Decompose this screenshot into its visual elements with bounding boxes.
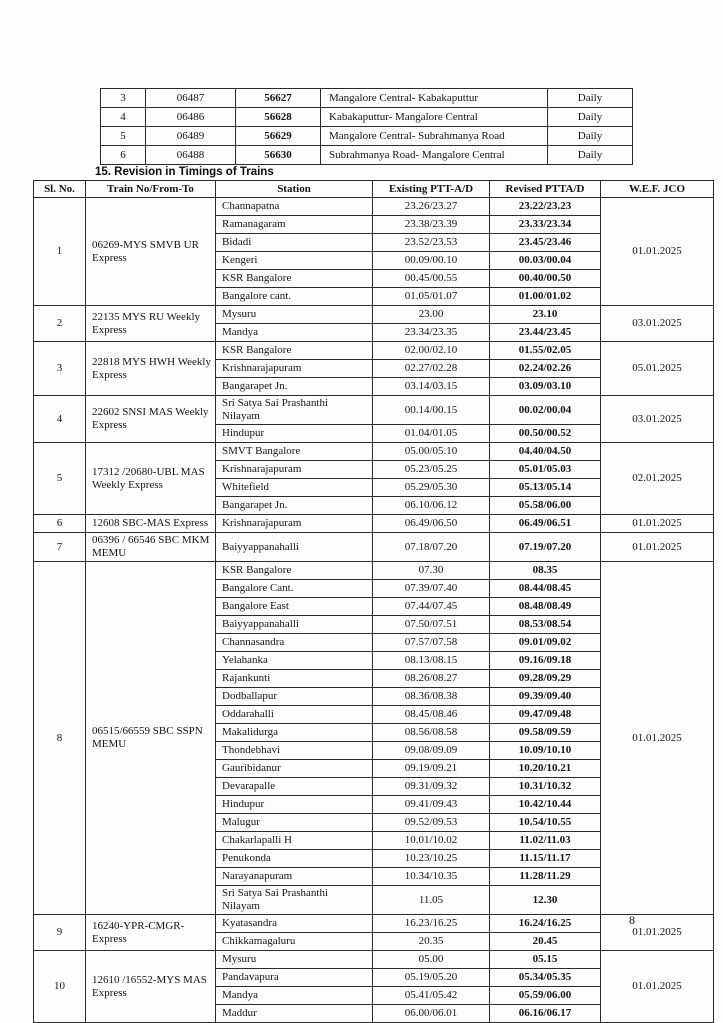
- timings-existing-ptt: 05.19/05.20: [373, 969, 490, 987]
- timings-revised-ptt: 01.00/01.02: [490, 288, 601, 306]
- intro-old-train-no: 06486: [146, 108, 236, 127]
- timings-sl-no: 10: [34, 951, 86, 1023]
- intro-frequency: Daily: [548, 108, 633, 127]
- timings-revised-ptt: 05.59/06.00: [490, 987, 601, 1005]
- timings-station: Kengeri: [216, 252, 373, 270]
- timings-table-row: [34, 306, 714, 324]
- timings-wef-date: 01.01.2025: [601, 951, 714, 1023]
- timings-wef-date: 01.01.2025: [601, 533, 714, 562]
- timings-revised-ptt: 23.45/23.46: [490, 234, 601, 252]
- timings-revised-ptt: 06.49/06.51: [490, 515, 601, 533]
- timings-revised-ptt: 10.54/10.55: [490, 814, 601, 832]
- timings-station: Maddur: [216, 1005, 373, 1023]
- timings-revised-ptt: 05.34/05.35: [490, 969, 601, 987]
- timings-revised-ptt: 05.58/06.00: [490, 497, 601, 515]
- intro-table-row: [101, 89, 633, 108]
- timings-wef-date: 03.01.2025: [601, 306, 714, 342]
- intro-sl-no: 3: [101, 89, 146, 108]
- timings-revised-ptt: 00.02/00.04: [490, 396, 601, 425]
- intro-route: Mangalore Central- Kabakaputtur: [321, 89, 548, 108]
- timings-revised-ptt: 08.35: [490, 562, 601, 580]
- timings-sl-no: 9: [34, 915, 86, 951]
- timings-existing-ptt: 06.10/06.12: [373, 497, 490, 515]
- timings-sl-no: 4: [34, 396, 86, 443]
- timings-existing-ptt: 00.45/00.55: [373, 270, 490, 288]
- timings-station: Mysuru: [216, 306, 373, 324]
- timings-wef-date: 02.01.2025: [601, 443, 714, 515]
- timings-station: Sri Satya Sai Prashanthi Nilayam: [216, 396, 373, 425]
- timings-existing-ptt: 05.23/05.25: [373, 461, 490, 479]
- timings-existing-ptt: 09.52/09.53: [373, 814, 490, 832]
- timings-existing-ptt: 09.08/09.09: [373, 742, 490, 760]
- timings-sl-no: 5: [34, 443, 86, 515]
- timings-existing-ptt: 10.34/10.35: [373, 868, 490, 886]
- timings-station: Chakarlapalli H: [216, 832, 373, 850]
- header-existing-ptt: Existing PTT-A/D: [373, 181, 490, 198]
- timings-revised-ptt: 09.47/09.48: [490, 706, 601, 724]
- timings-revised-ptt: 10.42/10.44: [490, 796, 601, 814]
- timings-existing-ptt: 07.18/07.20: [373, 533, 490, 562]
- timings-sl-no: 1: [34, 198, 86, 306]
- timings-station: Bangarapet Jn.: [216, 378, 373, 396]
- timings-train-no: 22602 SNSI MAS Weekly Express: [86, 396, 216, 443]
- timings-existing-ptt: 09.19/09.21: [373, 760, 490, 778]
- timings-train-no: 22818 MYS HWH Weekly Express: [86, 342, 216, 396]
- timings-revised-ptt: 07.19/07.20: [490, 533, 601, 562]
- timings-revised-ptt: 05.01/05.03: [490, 461, 601, 479]
- timings-existing-ptt: 01.04/01.05: [373, 425, 490, 443]
- timings-revised-ptt: 00.50/00.52: [490, 425, 601, 443]
- timings-table-row: [34, 396, 714, 425]
- timings-existing-ptt: 08.56/08.58: [373, 724, 490, 742]
- timings-table-row: [34, 342, 714, 360]
- timings-station: KSR Bangalore: [216, 270, 373, 288]
- timings-train-no: 06396 / 66546 SBC MKM MEMU: [86, 533, 216, 562]
- timings-revised-ptt: 11.28/11.29: [490, 868, 601, 886]
- timings-train-no: 06269-MYS SMVB UR Express: [86, 198, 216, 306]
- timings-station: Channasandra: [216, 634, 373, 652]
- timings-train-no: 06515/66559 SBC SSPN MEMU: [86, 562, 216, 915]
- page-content: [33, 88, 713, 1023]
- timings-revised-ptt: 03.09/03.10: [490, 378, 601, 396]
- intro-new-train-no: 56628: [236, 108, 321, 127]
- timings-revised-ptt: 11.15/11.17: [490, 850, 601, 868]
- timings-station: Kyatasandra: [216, 915, 373, 933]
- timings-revised-ptt: 20.45: [490, 933, 601, 951]
- timings-revised-ptt: 05.13/05.14: [490, 479, 601, 497]
- timings-existing-ptt: 07.30: [373, 562, 490, 580]
- timings-train-no: 22135 MYS RU Weekly Express: [86, 306, 216, 342]
- timings-revised-ptt: 16.24/16.25: [490, 915, 601, 933]
- timings-table-row: [34, 443, 714, 461]
- timings-revised-ptt: 23.44/23.45: [490, 324, 601, 342]
- timings-revised-ptt: 23.10: [490, 306, 601, 324]
- timings-existing-ptt: 09.41/09.43: [373, 796, 490, 814]
- timings-existing-ptt: 23.38/23.39: [373, 216, 490, 234]
- header-train-no: Train No/From-To: [86, 181, 216, 198]
- intro-table-body: [101, 89, 633, 165]
- intro-route: Subrahmanya Road- Mangalore Central: [321, 146, 548, 165]
- timings-existing-ptt: 07.44/07.45: [373, 598, 490, 616]
- timings-revised-ptt: 01.55/02.05: [490, 342, 601, 360]
- timings-existing-ptt: 06.49/06.50: [373, 515, 490, 533]
- timings-existing-ptt: 23.52/23.53: [373, 234, 490, 252]
- timings-existing-ptt: 20.35: [373, 933, 490, 951]
- timings-wef-date: 01.01.2025: [601, 915, 714, 951]
- timings-revised-ptt: 09.28/09.29: [490, 670, 601, 688]
- timings-revised-ptt: 10.31/10.32: [490, 778, 601, 796]
- timings-existing-ptt: 08.45/08.46: [373, 706, 490, 724]
- timings-station: Pandavapura: [216, 969, 373, 987]
- timings-train-no: 17312 /20680-UBL MAS Weekly Express: [86, 443, 216, 515]
- timings-sl-no: 6: [34, 515, 86, 533]
- timings-existing-ptt: 02.00/02.10: [373, 342, 490, 360]
- timings-revised-ptt: 05.15: [490, 951, 601, 969]
- timings-sl-no: 3: [34, 342, 86, 396]
- timings-station: Oddarahalli: [216, 706, 373, 724]
- intro-sl-no: 5: [101, 127, 146, 146]
- timings-station: Penukonda: [216, 850, 373, 868]
- timings-header-row: [34, 181, 714, 198]
- timings-revised-ptt: 09.39/09.40: [490, 688, 601, 706]
- timings-existing-ptt: 03.14/03.15: [373, 378, 490, 396]
- timings-existing-ptt: 08.36/08.38: [373, 688, 490, 706]
- timings-station: KSR Bangalore: [216, 562, 373, 580]
- timings-wef-date: 03.01.2025: [601, 396, 714, 443]
- timings-existing-ptt: 07.57/07.58: [373, 634, 490, 652]
- timings-station: Dodballapur: [216, 688, 373, 706]
- timings-station: Krishnarajapuram: [216, 461, 373, 479]
- timings-station: Makalidurga: [216, 724, 373, 742]
- timings-revised-ptt: 08.53/08.54: [490, 616, 601, 634]
- intro-old-train-no: 06489: [146, 127, 236, 146]
- timings-station: SMVT Bangalore: [216, 443, 373, 461]
- intro-frequency: Daily: [548, 146, 633, 165]
- timings-existing-ptt: 23.26/23.27: [373, 198, 490, 216]
- timings-revised-ptt: 10.20/10.21: [490, 760, 601, 778]
- timings-train-no: 12610 /16552-MYS MAS Express: [86, 951, 216, 1023]
- timings-existing-ptt: 08.26/08.27: [373, 670, 490, 688]
- timings-station: Narayanapuram: [216, 868, 373, 886]
- intro-route: Mangalore Central- Subrahmanya Road: [321, 127, 548, 146]
- timings-table-row: [34, 515, 714, 533]
- timings-revised-ptt: 23.22/23.23: [490, 198, 601, 216]
- timings-revised-ptt: 08.48/08.49: [490, 598, 601, 616]
- timings-existing-ptt: 05.00: [373, 951, 490, 969]
- intro-new-train-no: 56630: [236, 146, 321, 165]
- timings-station: Devarapalle: [216, 778, 373, 796]
- timings-existing-ptt: 10.23/10.25: [373, 850, 490, 868]
- timings-station: Hindupur: [216, 425, 373, 443]
- timings-revised-ptt: 08.44/08.45: [490, 580, 601, 598]
- timings-revision-table: [33, 180, 714, 1023]
- timings-train-no: 12608 SBC-MAS Express: [86, 515, 216, 533]
- timings-table-row: [34, 533, 714, 562]
- timings-existing-ptt: 05.41/05.42: [373, 987, 490, 1005]
- intro-old-train-no: 06487: [146, 89, 236, 108]
- intro-table-row: [101, 146, 633, 165]
- intro-frequency: Daily: [548, 89, 633, 108]
- timings-station: Baiyyappanahalli: [216, 616, 373, 634]
- timings-station: Bangalore Cant.: [216, 580, 373, 598]
- timings-revised-ptt: 00.40/00.50: [490, 270, 601, 288]
- intro-sl-no: 4: [101, 108, 146, 127]
- timings-revised-ptt: 09.16/09.18: [490, 652, 601, 670]
- timings-station: Whitefield: [216, 479, 373, 497]
- timings-existing-ptt: 11.05: [373, 886, 490, 915]
- intro-old-train-no: 06488: [146, 146, 236, 165]
- timings-table-row: [34, 951, 714, 969]
- timings-station: Bangalore East: [216, 598, 373, 616]
- intro-frequency: Daily: [548, 127, 633, 146]
- timings-existing-ptt: 02.27/02.28: [373, 360, 490, 378]
- timings-existing-ptt: 23.34/23.35: [373, 324, 490, 342]
- timings-wef-date: 01.01.2025: [601, 562, 714, 915]
- timings-station: Bangalore cant.: [216, 288, 373, 306]
- timings-sl-no: 2: [34, 306, 86, 342]
- timings-existing-ptt: 09.31/09.32: [373, 778, 490, 796]
- timings-existing-ptt: 10.01/10.02: [373, 832, 490, 850]
- timings-station: Channapatna: [216, 198, 373, 216]
- timings-existing-ptt: 08.13/08.15: [373, 652, 490, 670]
- intro-table-row: [101, 108, 633, 127]
- timings-sl-no: 8: [34, 562, 86, 915]
- timings-station: Rajankunti: [216, 670, 373, 688]
- timings-revised-ptt: 02.24/02.26: [490, 360, 601, 378]
- timings-revised-ptt: 09.58/09.59: [490, 724, 601, 742]
- timings-revised-ptt: 00.03/00.04: [490, 252, 601, 270]
- timings-station: Malugur: [216, 814, 373, 832]
- intro-new-train-no: 56627: [236, 89, 321, 108]
- intro-new-train-no: 56629: [236, 127, 321, 146]
- timings-revised-ptt: 04.40/04.50: [490, 443, 601, 461]
- intro-sl-no: 6: [101, 146, 146, 165]
- timings-table-row: [34, 915, 714, 933]
- section-title: 15. Revision in Timings of Trains: [95, 166, 274, 178]
- timings-station: Krishnarajapuram: [216, 360, 373, 378]
- timings-station: Yelahanka: [216, 652, 373, 670]
- timings-revised-ptt: 23.33/23.34: [490, 216, 601, 234]
- timings-existing-ptt: 05.29/05.30: [373, 479, 490, 497]
- timings-revised-ptt: 06.16/06.17: [490, 1005, 601, 1023]
- timings-station: Thondebhavi: [216, 742, 373, 760]
- timings-existing-ptt: 07.50/07.51: [373, 616, 490, 634]
- timings-table-row: [34, 198, 714, 216]
- timings-station: Sri Satya Sai Prashanthi Nilayam: [216, 886, 373, 915]
- header-sl-no: Sl. No.: [34, 181, 86, 198]
- timings-train-no: 16240-YPR-CMGR- Express: [86, 915, 216, 951]
- timings-table-body: [34, 198, 714, 1023]
- timings-station: Bidadi: [216, 234, 373, 252]
- timings-existing-ptt: 05.00/05.10: [373, 443, 490, 461]
- train-renumbering-table: [100, 88, 633, 165]
- timings-existing-ptt: 16.23/16.25: [373, 915, 490, 933]
- timings-wef-date: 05.01.2025: [601, 342, 714, 396]
- timings-existing-ptt: 06.00/06.01: [373, 1005, 490, 1023]
- timings-station: Baiyyappanahalli: [216, 533, 373, 562]
- intro-table-row: [101, 127, 633, 146]
- timings-existing-ptt: 23.00: [373, 306, 490, 324]
- timings-revised-ptt: 09.01/09.02: [490, 634, 601, 652]
- timings-station: Hindupur: [216, 796, 373, 814]
- timings-station: Ramanagaram: [216, 216, 373, 234]
- header-wef: W.E.F. JCO: [601, 181, 714, 198]
- timings-station: KSR Bangalore: [216, 342, 373, 360]
- timings-existing-ptt: 07.39/07.40: [373, 580, 490, 598]
- timings-wef-date: 01.01.2025: [601, 198, 714, 306]
- timings-station: Gauribidanur: [216, 760, 373, 778]
- timings-revised-ptt: 11.02/11.03: [490, 832, 601, 850]
- timings-wef-date: 01.01.2025: [601, 515, 714, 533]
- timings-station: Mysuru: [216, 951, 373, 969]
- page-number: 8: [629, 913, 635, 927]
- timings-revised-ptt: 10.09/10.10: [490, 742, 601, 760]
- timings-station: Chikkamagaluru: [216, 933, 373, 951]
- timings-table-row: [34, 562, 714, 580]
- timings-existing-ptt: 00.14/00.15: [373, 396, 490, 425]
- timings-sl-no: 7: [34, 533, 86, 562]
- header-station: Station: [216, 181, 373, 198]
- timings-existing-ptt: 00.09/00.10: [373, 252, 490, 270]
- timings-existing-ptt: 01.05/01.07: [373, 288, 490, 306]
- timings-station: Mandya: [216, 324, 373, 342]
- header-revised-ptt: Revised PTTA/D: [490, 181, 601, 198]
- timings-station: Bangarapet Jn.: [216, 497, 373, 515]
- intro-route: Kabakaputtur- Mangalore Central: [321, 108, 548, 127]
- timings-station: Krishnarajapuram: [216, 515, 373, 533]
- timings-station: Mandya: [216, 987, 373, 1005]
- timings-revised-ptt: 12.30: [490, 886, 601, 915]
